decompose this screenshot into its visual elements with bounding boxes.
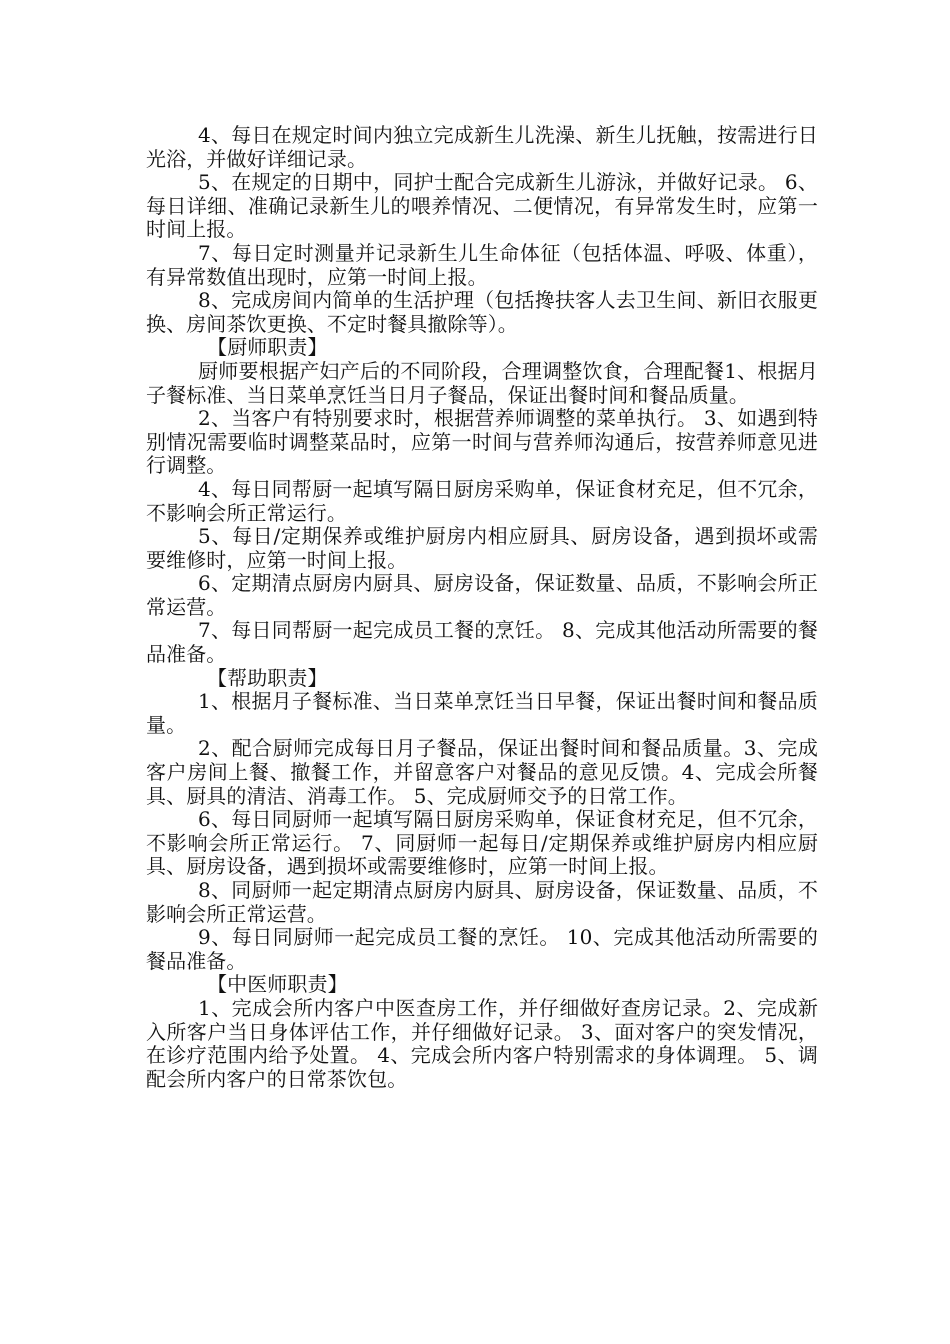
paragraph-chef-purchasing: 4、每日同帮厨一起填写隔日厨房采购单，保证食材充足，但不冗余，不影响会所正常运行。 (146, 476, 818, 525)
section-heading-chef: 【厨师职责】 (207, 335, 328, 360)
paragraph-newborn-swim-feeding: 5、在规定的日期中，同护士配合完成新生儿游泳，并做好记录。 6、每日详细、准确记录新生儿的喂养情况、二便情况，有异常发生时，应第一时间上报。 (146, 170, 818, 242)
paragraph-newborn-vitals: 7、每日定时测量并记录新生儿生命体征（包括体温、呼吸、体重），有异常数值出现时，应第一时间上报。 (146, 240, 818, 289)
paragraph-room-care: 8、完成房间内简单的生活护理（包括搀扶客人去卫生间、新旧衣服更换、房间茶饮更换、不定时餐具撤除等）。 (146, 288, 818, 336)
paragraph-tcm-duties: 1、完成会所内客户中医查房工作，并仔细做好查房记录。2、完成新入所客户当日身体评估工作，并仔细做好记录。 3、面对客户的突发情况，在诊疗范围内给予处置。 4、完成会所内客户特别需求的身体调理。 5、调配会所内客户的日常茶饮包。 (146, 995, 818, 1091)
paragraph-helper-meals: 2、配合厨师完成每日月子餐品，保证出餐时间和餐品质量。3、完成客户房间上餐、撤餐工作，并留意客户对餐品的意见反馈。4、完成会所餐具、厨具的清洁、消毒工作。 5、完成厨师交予的日常工作。 (146, 736, 818, 808)
paragraph-chef-maintenance: 5、每日/定期保养或维护厨房内相应厨具、厨房设备，遇到损坏或需要维修时，应第一时间上报。 (146, 524, 818, 572)
section-heading-tcm-doctor: 【中医师职责】 (207, 972, 348, 997)
paragraph-helper-breakfast: 1、根据月子餐标准、当日菜单烹饪当日早餐，保证出餐时间和餐品质量。 (146, 689, 818, 737)
paragraph-helper-inventory: 8、同厨师一起定期清点厨房内厨具、厨房设备，保证数量、品质，不影响会所正常运营。 (146, 878, 818, 926)
paragraph-helper-purchasing: 6、每日同厨师一起填写隔日厨房采购单，保证食材充足，但不冗余，不影响会所正常运行。 7、同厨师一起每日/定期保养或维护厨房内相应厨具、厨房设备，遇到损坏或需要维修时，应第一时间上报。 (146, 807, 818, 879)
paragraph-chef-special-request: 2、当客户有特别要求时，根据营养师调整的菜单执行。 3、如遇到特别情况需要临时调整菜品时，应第一时间与营养师沟通后，按营养师意见进行调整。 (146, 406, 818, 478)
paragraph-chef-staff-meals: 7、每日同帮厨一起完成员工餐的烹饪。 8、完成其他活动所需要的餐品准备。 (146, 618, 818, 667)
paragraph-chef-intro: 厨师要根据产妇产后的不同阶段，合理调整饮食，合理配餐1、根据月子餐标准、当日菜单烹饪当日月子餐品，保证出餐时间和餐品质量。 (146, 358, 818, 407)
paragraph-helper-staff-meals: 9、每日同厨师一起完成员工餐的烹饪。 10、完成其他活动所需要的餐品准备。 (146, 925, 818, 973)
document-body (146, 124, 818, 1091)
paragraph-chef-inventory: 6、定期清点厨房内厨具、厨房设备，保证数量、品质，不影响会所正常运营。 (146, 571, 818, 619)
paragraph-newborn-bath: 4、每日在规定时间内独立完成新生儿洗澡、新生儿抚触，按需进行日光浴，并做好详细记录。 (146, 123, 818, 171)
section-heading-helper: 【帮助职责】 (207, 665, 328, 690)
